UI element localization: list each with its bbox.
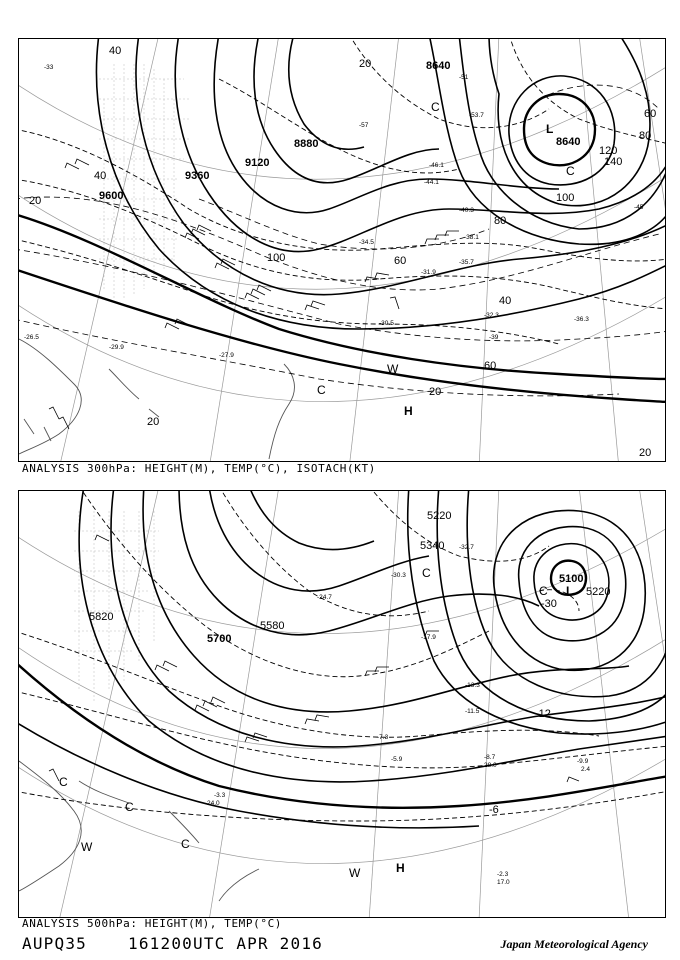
map-300hpa: [18, 38, 666, 462]
high-pressure-center: H: [396, 861, 405, 875]
map-300hpa-canvas: [19, 39, 665, 461]
cold-center-symbol-east: C: [566, 164, 575, 178]
isotach-label-80: 80: [494, 215, 507, 227]
isotach-label-60-south: 60: [484, 360, 497, 372]
isotach-label-120: 120: [599, 145, 618, 157]
cold-center-symbol-s: C: [181, 837, 190, 851]
obs-value: -29.9: [109, 344, 124, 351]
temp-label-30: -30: [541, 598, 557, 610]
valid-time: 161200UTC APR 2016: [128, 934, 323, 953]
height-label-5580: 5580: [260, 620, 285, 632]
isotach-label-40-east: 40: [499, 295, 512, 307]
cold-center-symbol: C: [317, 383, 326, 397]
height-label-8640-low: 8640: [556, 136, 581, 148]
obs-value: -3.3: [214, 792, 226, 799]
obs-value: -30.5: [379, 320, 394, 327]
obs-value: -13.3: [465, 682, 480, 689]
height-label-5700: 5700: [207, 633, 232, 645]
isotach-label-100-east: 100: [556, 192, 575, 204]
coastline: [19, 339, 294, 459]
height-label-5340: 5340: [420, 540, 445, 552]
obs-value: 24.0: [207, 800, 220, 807]
obs-value: -11.5: [465, 708, 480, 715]
map-500hpa: [18, 490, 666, 918]
isotach-label-60-east: 60: [644, 108, 657, 120]
low-pressure-center: L: [566, 584, 574, 598]
obs-value: -24.7: [317, 594, 332, 601]
agency-credit: Japan Meteorological Agency: [500, 937, 648, 951]
obs-value: -9.9: [577, 758, 589, 765]
height-label-8640-north: 8640: [426, 60, 451, 72]
obs-value: -34.5: [359, 239, 374, 246]
obs-value: -17.9: [421, 634, 436, 641]
isotach-label-20-se: 20: [639, 447, 652, 459]
cold-center-symbol-w: C: [59, 775, 68, 789]
obs-value: -30.3: [391, 572, 406, 579]
isotach-label-80-east: 80: [639, 130, 652, 142]
obs-value: 28.0: [484, 762, 497, 769]
warm-center-symbol-s: W: [349, 866, 361, 880]
obs-value: -7.3: [377, 734, 389, 741]
obs-value: -5.9: [391, 756, 403, 763]
temp-label-51: -51: [459, 74, 469, 81]
cold-center-symbol-sw: C: [125, 800, 134, 814]
obs-value: -35.7: [459, 259, 474, 266]
warm-center-symbol-w: W: [81, 840, 93, 854]
isotach-label-60-mid: 60: [394, 255, 407, 267]
cold-center-symbol-north: C: [431, 100, 440, 114]
obs-value: -32.3: [484, 312, 499, 319]
obs-value: -8.7: [484, 754, 496, 761]
height-label-9120: 9120: [245, 157, 270, 169]
isotach-label-140: 140: [604, 156, 623, 168]
isotach-label-20-south: 20: [429, 386, 442, 398]
cold-center-symbol-low: C: [539, 584, 548, 598]
height-label-9600: 9600: [99, 190, 124, 202]
height-label-5820: 5820: [89, 611, 114, 623]
obs-value: -44.1: [424, 179, 439, 186]
obs-value: -36.3: [574, 316, 589, 323]
temp-label-6: -6: [489, 804, 499, 816]
obs-value: 2.4: [581, 766, 591, 773]
low-pressure-center: L: [546, 122, 554, 136]
product-code: AUPQ35: [22, 934, 87, 953]
obs-value: -26.5: [24, 334, 39, 341]
height-label-5220-north: 5220: [427, 510, 452, 522]
height-label-5220-low: 5220: [586, 586, 611, 598]
high-pressure-center: H: [404, 404, 413, 418]
obs-value: -53.7: [469, 112, 484, 119]
obs-value: -38.1: [464, 234, 479, 241]
isotach-label-20-north: 20: [359, 58, 372, 70]
obs-value: -31.9: [421, 269, 436, 276]
height-label-5100: 5100: [559, 573, 584, 585]
isotach-label-40-north: 40: [109, 45, 122, 57]
obs-value: -32.7: [459, 544, 474, 551]
graticule: [19, 491, 665, 917]
temp-label-12: -12: [535, 708, 551, 720]
cold-center-symbol: C: [422, 566, 431, 580]
isotherm-lines: [19, 491, 665, 821]
obs-value: -40.3: [459, 207, 474, 214]
warm-center-symbol: W: [387, 362, 399, 376]
top-map-caption: ANALYSIS 300hPa: HEIGHT(M), TEMP(°C), ISOTACH(KT): [22, 462, 376, 475]
isotach-label-40-west: 40: [94, 170, 107, 182]
isotach-label-100-mid: 100: [267, 252, 286, 264]
isotach-label-20-sw: 20: [147, 416, 160, 428]
obs-value: 17.0: [497, 879, 510, 886]
height-label-8880: 8880: [294, 138, 319, 150]
temp-label-39: -39: [489, 334, 499, 341]
isotach-label-20-west: 20: [29, 195, 42, 207]
bottom-map-caption: ANALYSIS 500hPa: HEIGHT(M), TEMP(°C): [22, 917, 283, 930]
height-contours: [19, 491, 665, 828]
obs-value: -46.1: [429, 162, 444, 169]
obs-value: -2.3: [497, 871, 509, 878]
temp-label-45: -45: [634, 204, 644, 211]
obs-value: -27.9: [219, 352, 234, 359]
temp-label-33: -33: [44, 64, 54, 71]
temp-label-57: -57: [359, 122, 369, 129]
map-500hpa-canvas: [19, 491, 665, 917]
height-label-9360: 9360: [185, 170, 210, 182]
